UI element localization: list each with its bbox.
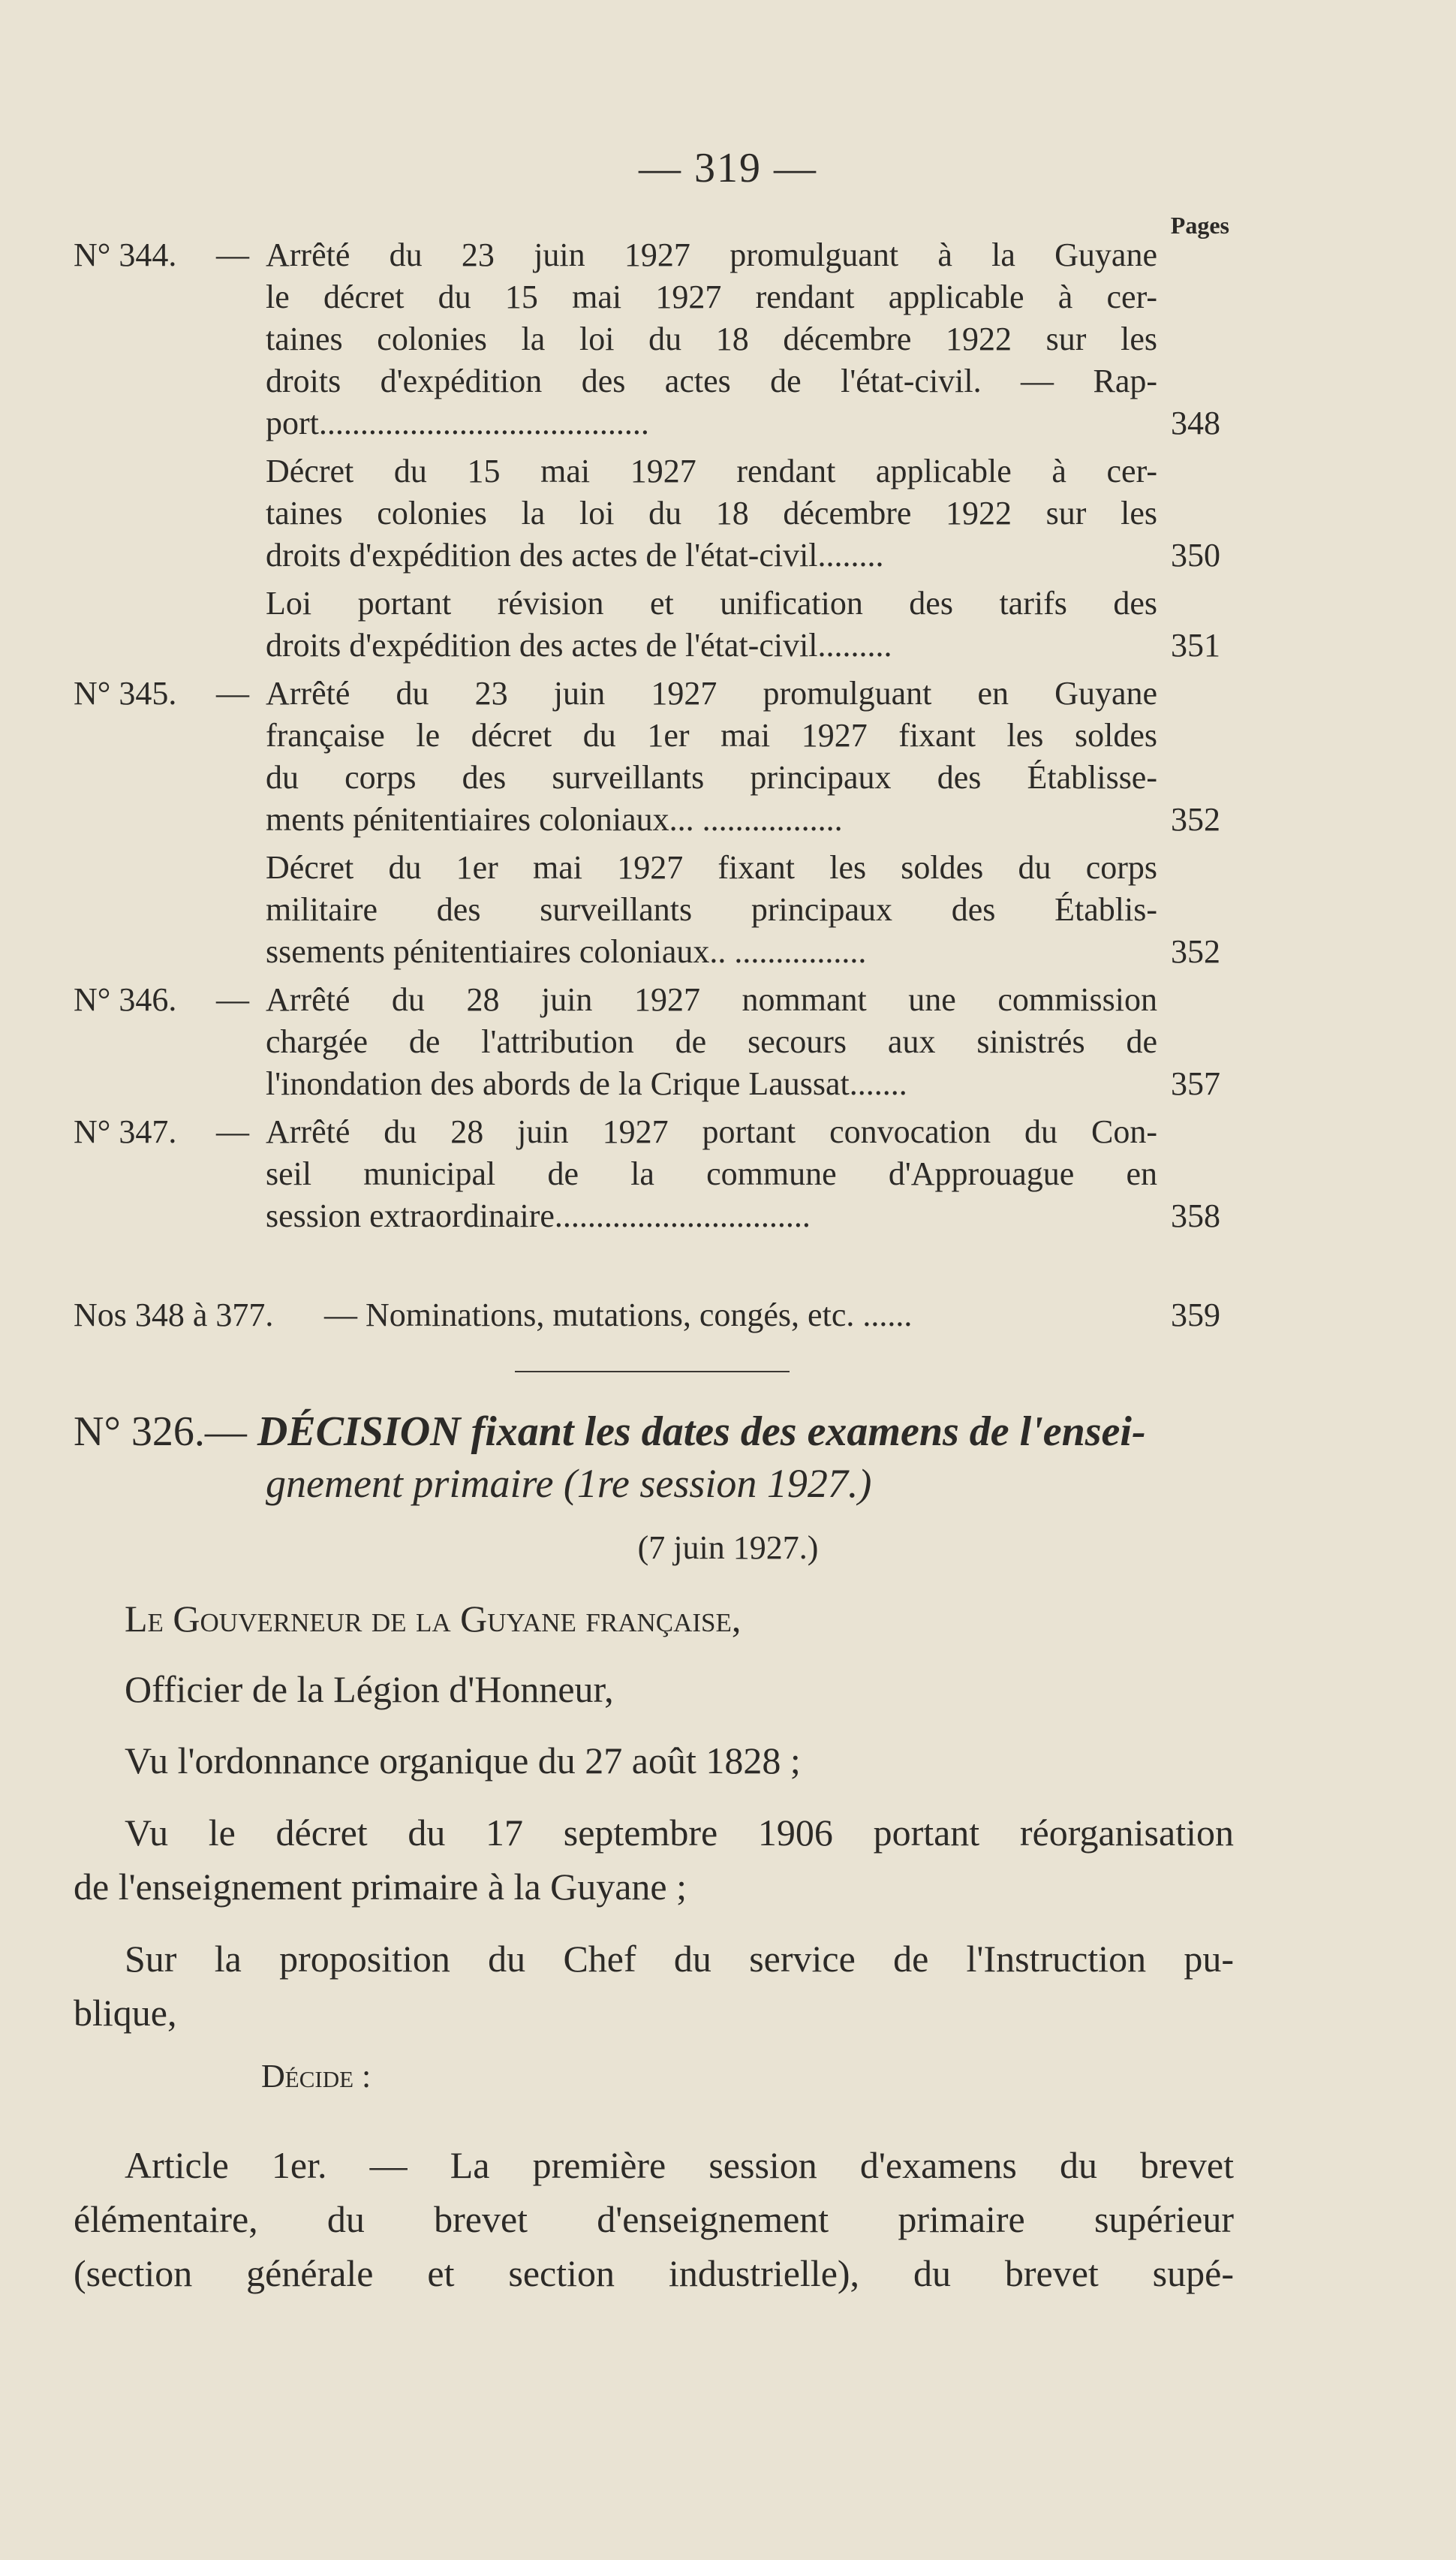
toc-page: 358	[1171, 1197, 1220, 1234]
toc-entry	[0, 979, 1456, 1021]
toc-line: session extraordinaire...............................	[266, 1197, 811, 1234]
toc-page: 352	[1171, 801, 1220, 838]
toc-line: le décret du 15 mai 1927 rendant applicable à cer-	[266, 279, 1157, 315]
toc-line: seil municipal de la commune d'Approuague en	[266, 1155, 1157, 1192]
honour-line: Officier de la Légion d'Honneur,	[125, 1668, 614, 1710]
decide-heading: Décide :	[261, 2058, 372, 2095]
toc-line: Arrêté du 28 juin 1927 portant convocation du Con-	[266, 1113, 1157, 1150]
considerant-line: Sur la proposition du Chef du service de l'Instruction pu-	[125, 1938, 1234, 1980]
toc-entry	[0, 673, 1456, 715]
toc-entry-number: N° 345.	[74, 675, 177, 712]
toc-line: taines colonies la loi du 18 décembre 1922 sur les	[266, 495, 1157, 532]
toc-line: Décret du 15 mai 1927 rendant applicable à cer-	[266, 453, 1157, 489]
toc-entry-number: Nos 348 à 377.	[74, 1297, 274, 1333]
considerant-line: Vu l'ordonnance organique du 27 août 1828 ;	[125, 1739, 801, 1781]
toc-page: 348	[1171, 405, 1220, 441]
toc-line: taines colonies la loi du 18 décembre 1922 sur les	[266, 321, 1157, 357]
toc-page: 350	[1171, 537, 1220, 574]
toc-entry	[0, 1294, 1456, 1336]
toc-entry-number: N° 347.	[74, 1113, 177, 1150]
governor-line: Le Gouverneur de la Guyane française,	[125, 1598, 742, 1640]
decision-title-line: gnement primaire (1re session 1927.)	[266, 1461, 872, 1506]
decision-date: (7 juin 1927.)	[637, 1529, 819, 1566]
toc-dash: —	[216, 981, 249, 1018]
toc-line: Arrêté du 28 juin 1927 nommant une commission	[266, 981, 1157, 1018]
toc-line: ments pénitentiaires coloniaux... .................	[266, 801, 843, 838]
section-divider	[515, 1371, 790, 1372]
toc-page: 351	[1171, 627, 1220, 664]
toc-dash: —	[216, 236, 249, 273]
decision-title-line: DÉCISION fixant les dates des examens de l'ensei-	[257, 1408, 1146, 1455]
page-number: — 319 —	[639, 145, 817, 191]
toc-line: droits d'expédition des actes de l'état-civil........	[266, 537, 884, 574]
toc-entry-number: N° 344.	[74, 236, 177, 273]
toc-line: militaire des surveillants principaux des Établis-	[266, 891, 1157, 928]
considerant-line: blique,	[74, 1992, 177, 2034]
toc-line: du corps des surveillants principaux des Établisse-	[266, 759, 1157, 796]
toc-page: 357	[1171, 1065, 1220, 1102]
toc-line: Arrêté du 23 juin 1927 promulguant en Guyane	[266, 675, 1157, 712]
toc-entry	[0, 1111, 1456, 1153]
toc-line: port........................................	[266, 405, 649, 441]
toc-line: Décret du 1er mai 1927 fixant les soldes du corps	[266, 849, 1157, 886]
toc-line: ssements pénitentiaires coloniaux.. ................	[266, 933, 867, 970]
toc-line: Loi portant révision et unification des tarifs des	[266, 585, 1157, 622]
toc-entry-number: N° 346.	[74, 981, 177, 1018]
article-line: élémentaire, du brevet d'enseignement primaire supérieur	[74, 2198, 1234, 2240]
article-line: (section générale et section industrielle), du brevet supé-	[74, 2252, 1234, 2294]
considerant-line: de l'enseignement primaire à la Guyane ;	[74, 1866, 687, 1908]
decision-number: N° 326.—	[74, 1408, 247, 1455]
table-of-contents	[0, 234, 1456, 1336]
decision-title	[74, 1406, 1146, 1457]
toc-page: 359	[1171, 1297, 1220, 1333]
toc-line: l'inondation des abords de la Crique Laussat.......	[266, 1065, 907, 1102]
toc-dash: —	[216, 675, 249, 712]
toc-page: 352	[1171, 933, 1220, 970]
toc-line: droits d'expédition des actes de l'état-civil.........	[266, 627, 892, 664]
toc-entry	[0, 234, 1456, 276]
toc-line: française le décret du 1er mai 1927 fixant les soldes	[266, 717, 1157, 754]
toc-line: Arrêté du 23 juin 1927 promulguant à la Guyane	[266, 236, 1157, 273]
article-line: Article 1er. — La première session d'examens du brevet	[125, 2144, 1234, 2186]
considerant-line: Vu le décret du 17 septembre 1906 portant réorganisation	[125, 1812, 1234, 1854]
pages-column-label: Pages	[1170, 212, 1229, 239]
toc-dash: —	[216, 1113, 249, 1150]
toc-line: chargée de l'attribution de secours aux sinistrés de	[266, 1023, 1157, 1060]
toc-line: droits d'expédition des actes de l'état-civil. — Rap-	[266, 363, 1157, 399]
toc-line: — Nominations, mutations, congés, etc. ......	[324, 1297, 913, 1333]
